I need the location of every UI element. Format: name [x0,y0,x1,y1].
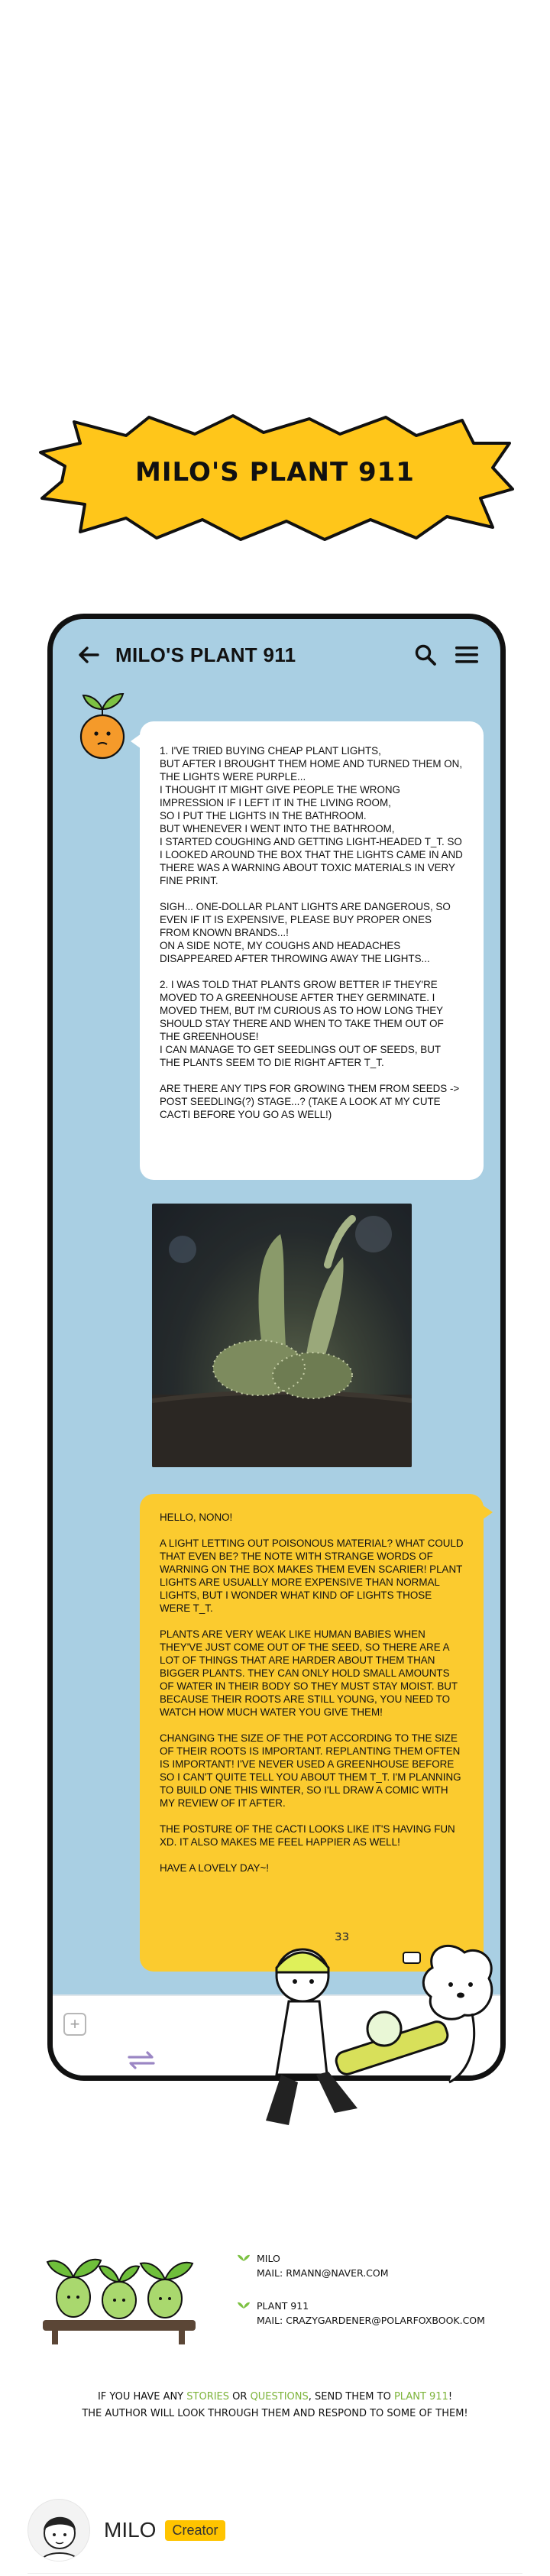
characters-illustration [243,1922,503,2143]
notice-text: , SEND THEM TO [308,2391,394,2403]
message-paragraph: A LIGHT LETTING OUT POISONOUS MATERIAL? WHAT COULD THAT EVEN BE? THE NOTE WITH STRANGE WORDS OF WARNING ON THE BOX MAKES THEM EVEN SCARIER! PLANT LIGHTS ARE USUALLY MORE EXPENSIVE THAN NORMAL LIGHTS, BUT I WONDER WHAT KIND OF LIGHTS THOSE WERE T_T. [160,1537,464,1614]
notice-text: ! [448,2391,453,2403]
orange-sprout-avatar [68,679,137,763]
message-paragraph: HELLO, NONO! [160,1512,233,1523]
notice-text: OR [229,2391,251,2403]
contact-name: MILO [257,2253,280,2264]
contact-milo [237,2251,485,2280]
chat-header [53,619,500,683]
notice-text: IF YOU HAVE ANY [97,2391,187,2403]
creator-row [28,2499,225,2561]
mail-label: MAIL: [257,2315,283,2326]
search-icon[interactable] [410,640,441,670]
notice-highlight: PLANT 911 [393,2391,448,2403]
hamburger-menu-icon[interactable] [451,640,482,670]
cactus-photo[interactable] [152,1204,412,1467]
creator-name[interactable]: MILO [104,2518,157,2542]
chat-title: MILO'S PLANT 911 [115,643,296,666]
plus-icon[interactable]: + [63,2013,86,2036]
title-banner [34,413,516,543]
avatar[interactable] [28,2499,90,2561]
sprout-icon [237,2253,251,2262]
contact-name: PLANT 911 [257,2300,309,2312]
incoming-message-bubble [140,721,484,1180]
banner-title: MILO'S PLANT 911 [135,457,415,488]
contact-plant911 [237,2299,485,2328]
sprout-friends-illustration [37,2231,205,2346]
notice-highlight: QUESTIONS [250,2391,309,2403]
message-paragraph: SIGH... ONE-DOLLAR PLANT LIGHTS ARE DANGEROUS, SO EVEN IF IT IS EXPENSIVE, PLEASE BUY PROPER ONES FROM KNOWN BRANDS...! ON A SIDE NOTE, MY COUGHS AND HEADACHES DISAPPEARED AFTER THROWING AWAY THE LIGHTS... [160,901,451,964]
message-paragraph: THE POSTURE OF THE CACTI LOOKS LIKE IT'S HAVING FUN XD. IT ALSO MAKES ME FEEL HAPPIER AS WELL! [160,1823,455,1848]
notice-highlight: STORIES [186,2391,230,2403]
outgoing-message-bubble [140,1494,484,1972]
phone-chat-window [47,614,506,2081]
creator-portrait-icon [28,2500,90,2561]
creator-badge: Creator [165,2520,225,2541]
message-paragraph: HAVE A LOVELY DAY~! [160,1862,270,1874]
contact-info [237,2251,485,2346]
sprout-icon [237,2300,251,2309]
contact-email[interactable]: CRAZYGARDENER@POLARFOXBOOK.COM [286,2315,485,2326]
send-icon[interactable] [126,2049,157,2071]
contact-email[interactable]: RMANN@NAVER.COM [286,2267,389,2279]
svg-text:ɜɜ: ɜɜ [335,1928,350,1944]
notice-line-2: THE AUTHOR WILL LOOK THROUGH THEM AND RESPOND TO SOME OF THEM! [82,2408,468,2419]
message-paragraph: ARE THERE ANY TIPS FOR GROWING THEM FROM SEEDS -> POST SEEDLING(?) STAGE...? (TAKE A LOOK AT MY CUTE CACTI BEFORE YOU GO AS WELL!) [160,1083,460,1120]
message-paragraph: PLANTS ARE VERY WEAK LIKE HUMAN BABIES WHEN THEY'VE JUST COME OUT OF THE SEED, SO THERE ARE A LOT OF THINGS THAT ARE HARDER ABOUT THEM THAN BIGGER PLANTS. THEY CAN ONLY HOLD SMALL AMOUNTS OF WATER IN THEIR BODY SO THEY MUST STAY MOIST. BUT BECAUSE THEIR ROOTS ARE STILL YOUNG, YOU NEED TO WATCH HOW MUCH WATER YOU GIVE THEM! [160,1628,458,1718]
divider [28,2573,522,2574]
submission-notice [0,2389,550,2422]
message-paragraph: CHANGING THE SIZE OF THE POT ACCORDING TO THE SIZE OF THEIR ROOTS IS IMPORTANT. REPLANTING THEM OFTEN IS IMPORTANT! I'VE NEVER USED A GREENHOUSE BEFORE SO I CAN'T QUITE TELL YOU ABOUT THEM T_T. I'M PLANNING TO BUILD ONE THIS WINTER, SO I'LL DRAW A COMIC WITH MY REVIEW OF IT AFTER. [160,1732,461,1809]
message-paragraph: 1. I'VE TRIED BUYING CHEAP PLANT LIGHTS, BUT AFTER I BROUGHT THEM HOME AND TURNED THEM ON, THE LIGHTS WERE PURPLE... I THOUGHT IT MIGHT GIVE PEOPLE THE WRONG IMPRESSION IF I LEFT IT IN THE LIVING ROOM, SO I PUT THE LIGHTS IN THE BATHROOM. BUT WHENEVER I WENT INTO THE BATHROOM, I STARTED COUGHING AND GETTING LIGHT-HEADED T_T. SO I LOOKED AROUND THE BOX THAT THE LIGHTS CAME IN AND THERE WAS A WARNING ABOUT TOXIC MATERIALS IN VERY FINE PRINT. [160,745,463,886]
message-paragraph: 2. I WAS TOLD THAT PLANTS GROW BETTER IF THEY'RE MOVED TO A GREENHOUSE AFTER THEY GERMINATE. I MOVED THEM, BUT I'M CURIOUS AS TO HOW LONG THEY SHOULD STAY THERE AND WHEN TO TAKE THEM OUT OF THE GREENHOUSE! I CAN MANAGE TO GET SEEDLINGS OUT OF SEEDS, BUT THE PLANTS SEEM TO DIE RIGHT AFTER T_T. [160,979,444,1068]
mail-label: MAIL: [257,2267,283,2279]
arrow-left-icon[interactable] [76,642,102,668]
